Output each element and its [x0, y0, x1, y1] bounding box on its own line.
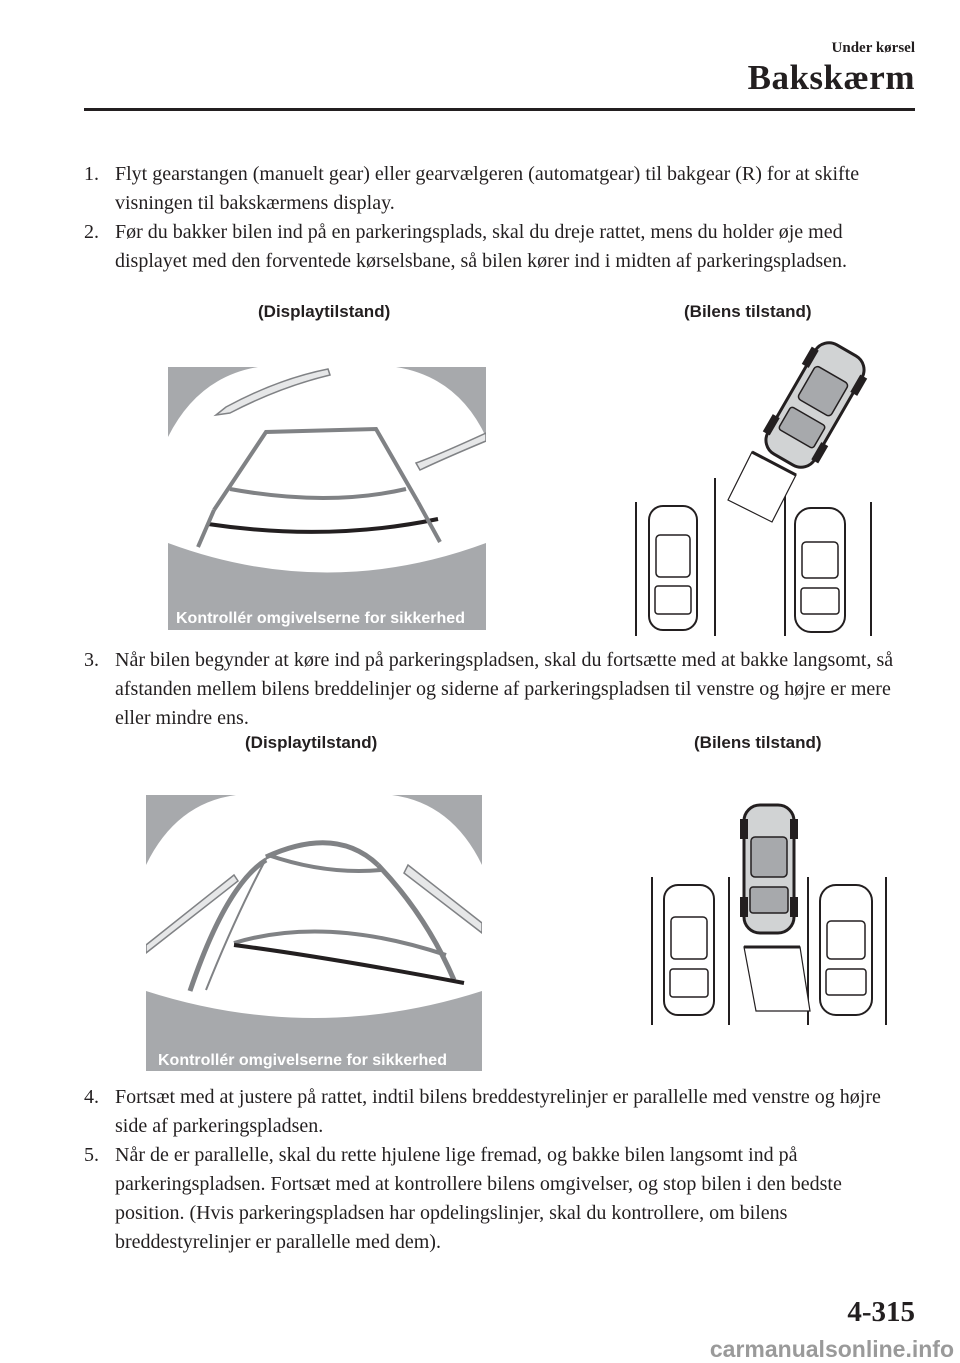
- step-text: Flyt gearstangen (manuelt gear) eller gearvælgeren (automatgear) til bakgear (R) for at skifte visningen til bakskærmens display.: [115, 163, 860, 214]
- step-1: [84, 160, 904, 218]
- step-text: Før du bakker bilen ind på en parkeringsplads, skal du dreje rattet, mens du holder øje med displayet med den forventede kørselsbane, så bilen kører ind i midten af parkeringspladsen.: [115, 221, 847, 272]
- figure1-vehicle-caption: (Bilens tilstand): [684, 302, 812, 321]
- step-5: [84, 1141, 904, 1257]
- figure2-display-illustration: [146, 795, 482, 1071]
- step-text: Når de er parallelle, skal du rette hjulene lige fremad, og bakke bilen langsomt ind på parkeringspladsen. Fortsæt med at kontrollere bilens omgivelser, og stop bilen i den bedste position. (Hvis parkeringspladsen har opdelingslinjer, skal du kontrollere, om bilens breddestyrelinjer er parallelle med dem).: [115, 1144, 842, 1253]
- steps-list-middle: [84, 646, 904, 733]
- step-4: [84, 1083, 904, 1141]
- step-3: [84, 646, 904, 733]
- step-number: 5.: [84, 1144, 99, 1166]
- steps-list-bottom: [84, 1083, 904, 1257]
- step-text: Fortsæt med at justere på rattet, indtil bilens breddestyrelinjer er parallelle med venstre og højre side af parkeringspladsen.: [115, 1086, 881, 1137]
- figure2-screen-text: Kontrollér omgivelserne for sikkerhed: [158, 1052, 447, 1069]
- header-rule: [84, 108, 915, 111]
- page-number: 4-315: [847, 1296, 915, 1328]
- step-number: 3.: [84, 649, 99, 671]
- figure2-vehicle-caption: (Bilens tilstand): [694, 733, 822, 752]
- step-text: Når bilen begynder at køre ind på parkeringspladsen, skal du fortsætte med at bakke langsomt, så afstanden mellem bilens breddelinjer og siderne af parkeringspladsen til venstre og højre er mere eller mindre ens.: [115, 649, 894, 729]
- step-2: [84, 218, 904, 276]
- figure2-display-caption: (Displaytilstand): [245, 733, 378, 752]
- figure1-display-illustration: [168, 367, 486, 630]
- step-number: 1.: [84, 163, 99, 185]
- step-number: 2.: [84, 221, 99, 243]
- steps-list-top: [84, 160, 904, 276]
- page-title: Bakskærm: [747, 58, 915, 97]
- step-number: 4.: [84, 1086, 99, 1108]
- watermark: carmanualsonline.info: [709, 1336, 954, 1362]
- figure1-vehicle-illustration: [625, 330, 895, 640]
- figure1-screen-text: Kontrollér omgivelserne for sikkerhed: [176, 610, 465, 627]
- header-section: Under kørsel: [831, 40, 915, 56]
- figure2-vehicle-illustration: [640, 797, 900, 1029]
- figure1-display-caption: (Displaytilstand): [258, 302, 391, 321]
